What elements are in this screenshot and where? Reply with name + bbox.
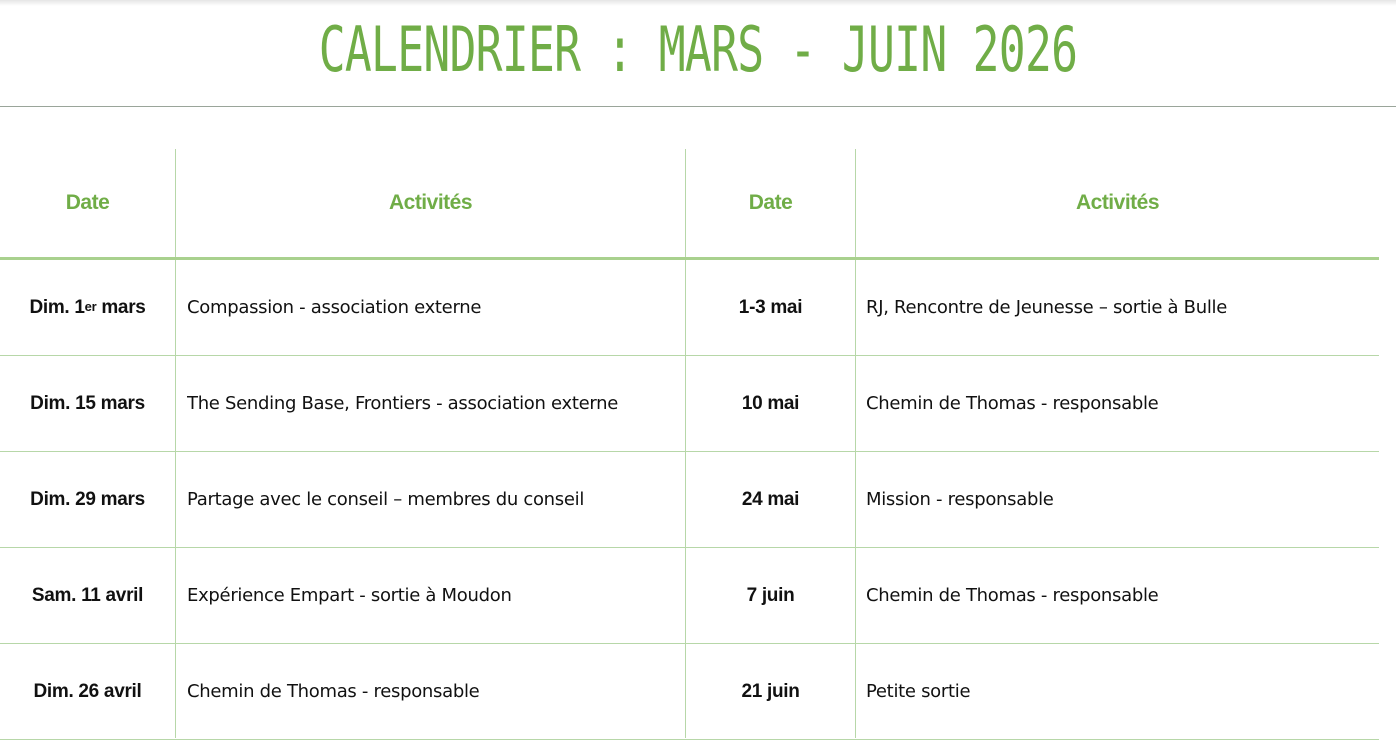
activity-left-cell: Expérience Empart - sortie à Moudon: [187, 585, 512, 606]
page-header: [0, 0, 1396, 107]
date-left-cell: Dim. 1 $^{er}$ mars: [29, 296, 146, 318]
date-left-suffix: mars: [96, 296, 146, 318]
date-left-cell: Dim. 26 avril: [33, 680, 142, 702]
activity-left-cell: Compassion - association externe: [187, 297, 482, 318]
date-right-cell: 21 juin: [741, 680, 800, 702]
date-left-cell: Dim. 29 mars: [30, 488, 145, 510]
header-date-left: Date: [65, 191, 110, 214]
calendar-table: [0, 149, 1379, 738]
date-right-cell: 1-3 mai: [738, 296, 803, 318]
header-activities-left: Activités: [388, 191, 473, 214]
activity-left-cell: Chemin de Thomas - responsable: [187, 681, 480, 702]
table-row: [0, 548, 1379, 644]
header-activities-right: Activités: [1075, 191, 1160, 214]
date-right-cell: 24 mai: [741, 488, 800, 510]
activity-right-cell: Chemin de Thomas - responsable: [866, 585, 1159, 606]
table-row: [0, 260, 1379, 356]
page-title: CALENDRIER : MARS - JUIN 2026: [318, 13, 1078, 86]
table-row: [0, 356, 1379, 452]
date-left-cell: Dim. 15 mars: [30, 392, 145, 414]
header-date-right: Date: [748, 191, 793, 214]
table-row: [0, 644, 1379, 740]
activity-left-cell: The Sending Base, Frontiers - association externe: [187, 393, 619, 414]
activity-right-cell: Chemin de Thomas - responsable: [866, 393, 1159, 414]
date-right-cell: 10 mai: [741, 392, 800, 414]
activity-right-cell: RJ, Rencontre de Jeunesse – sortie à Bulle: [866, 297, 1228, 318]
activity-right-cell: Mission - responsable: [866, 489, 1054, 510]
table-row: [0, 452, 1379, 548]
activity-right-cell: Petite sortie: [866, 681, 971, 702]
activity-left-cell: Partage avec le conseil – membres du conseil: [187, 489, 585, 510]
date-right-cell: 7 juin: [746, 584, 795, 606]
date-left-cell: Sam. 11 avril: [31, 584, 144, 606]
date-left-text: Dim. 1: [29, 296, 85, 318]
